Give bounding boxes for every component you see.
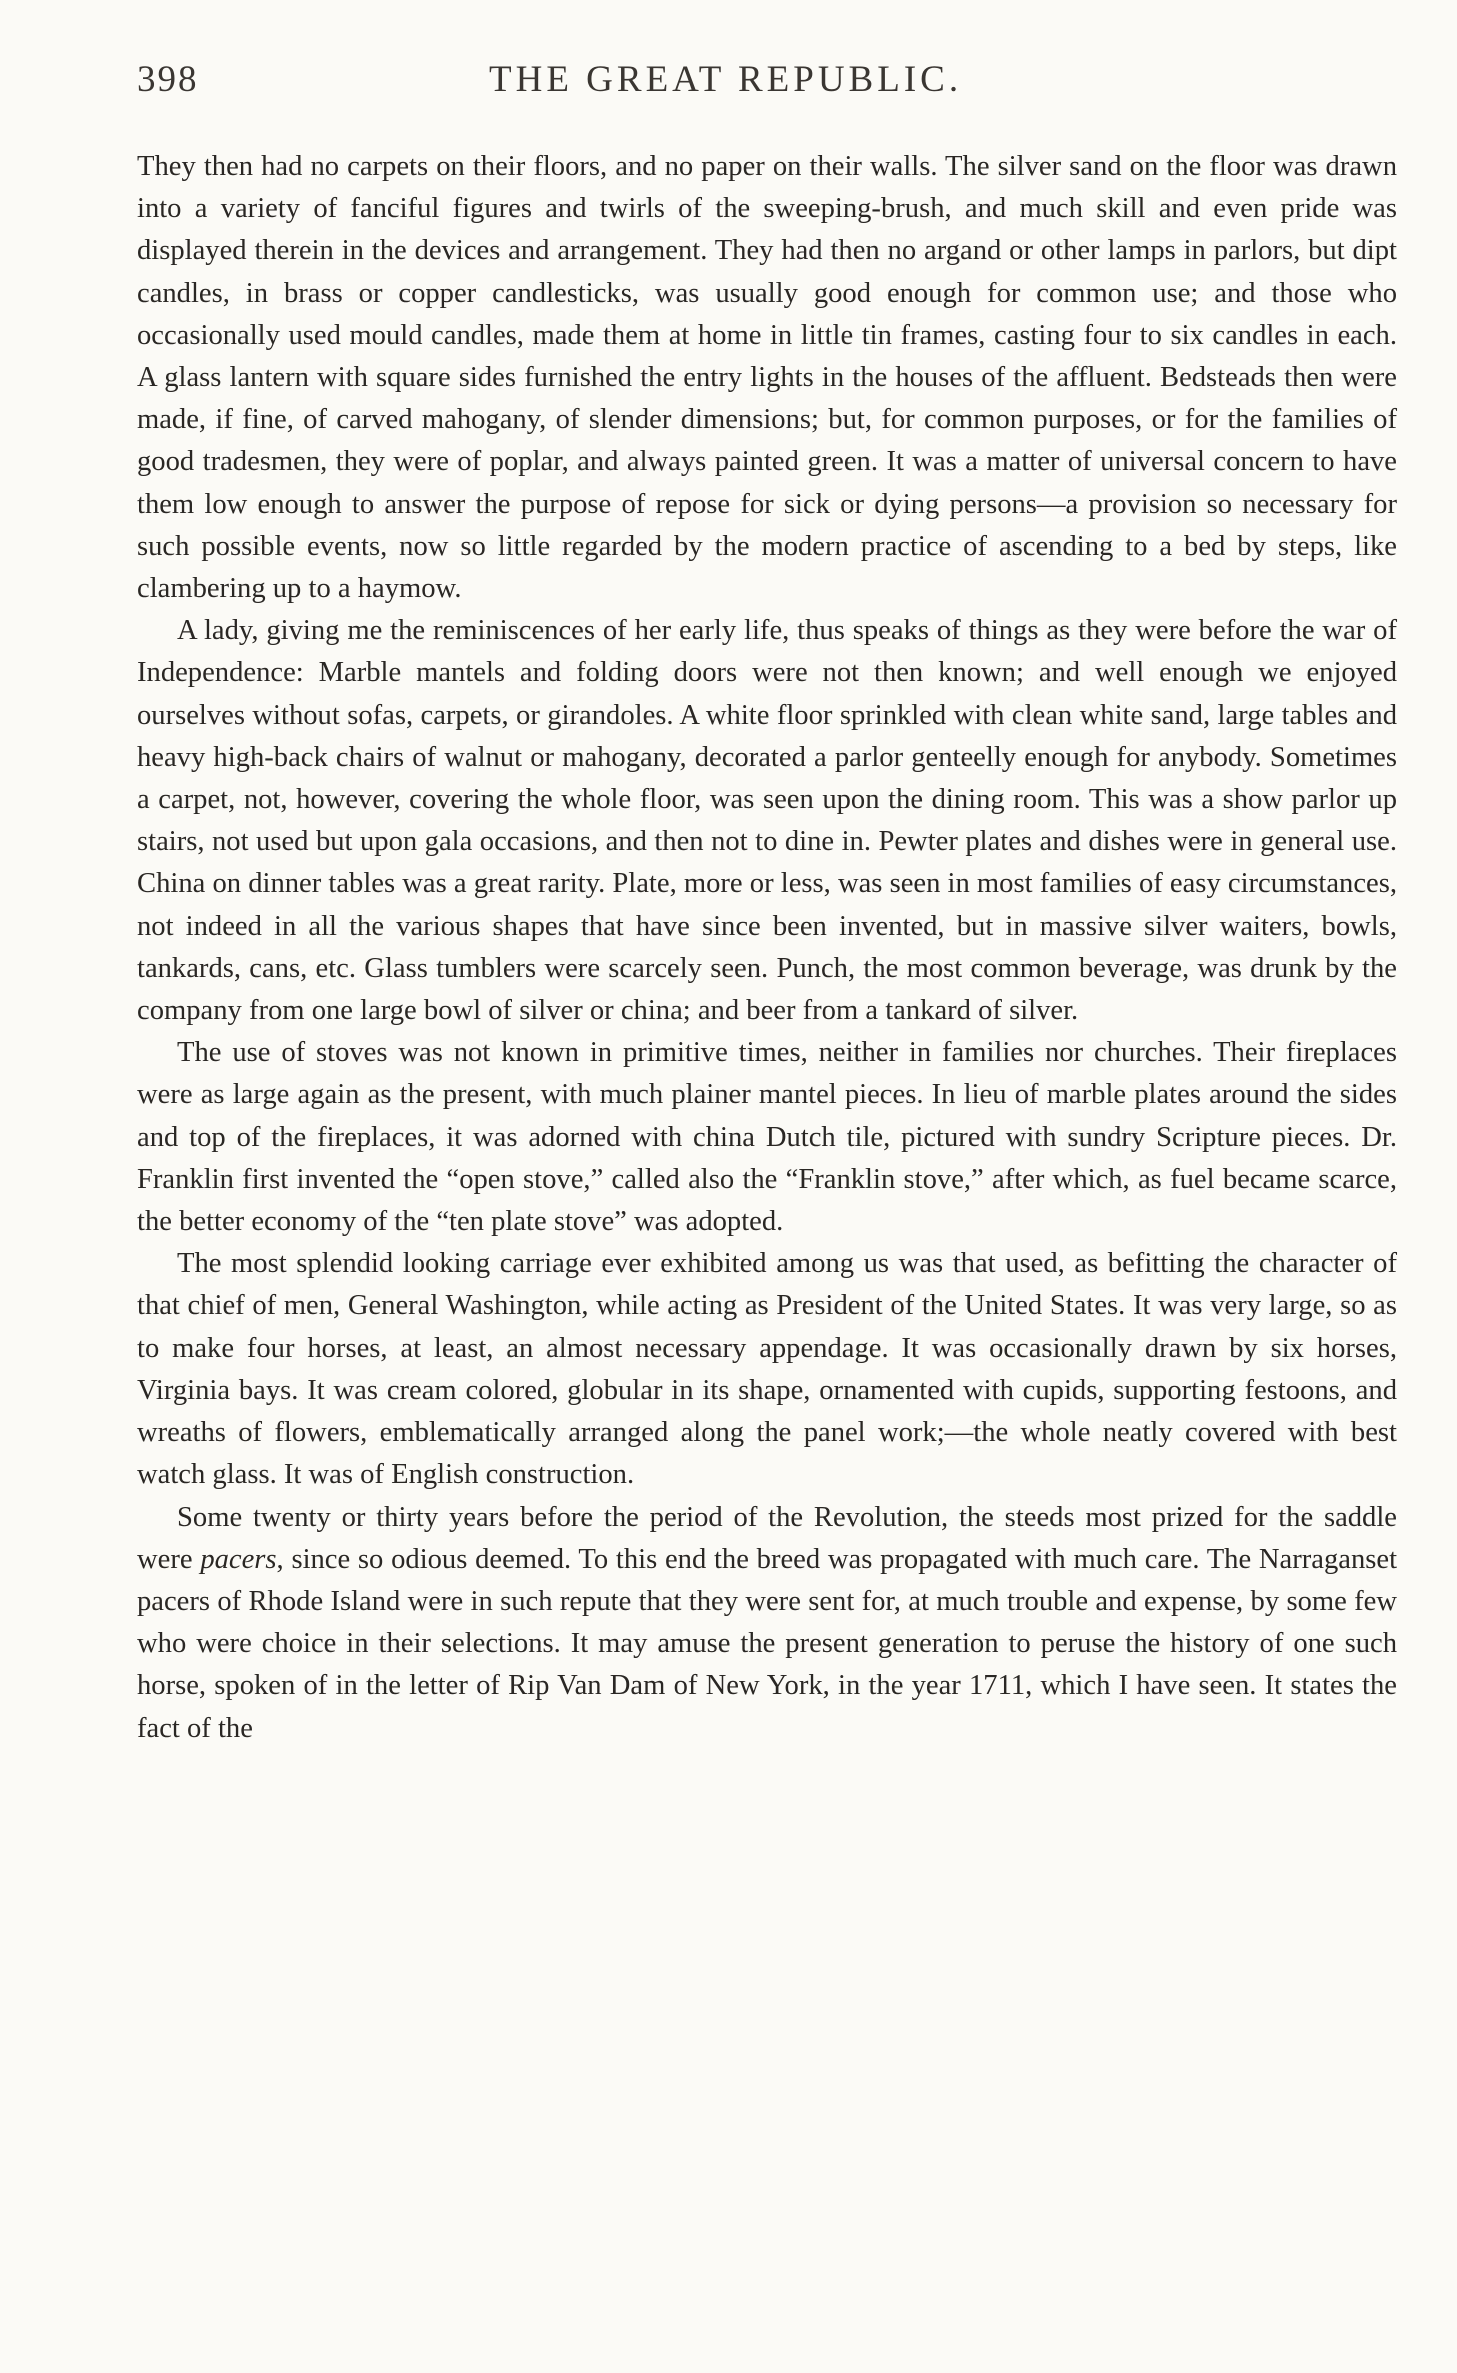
paragraph-washington-carriage: The most splendid looking carriage ever exhibited among us was that used, as befitting the character of that chief of men, General Washington, while acting as President of the United States. It was very large, so as to make four horses, at least, an almost necessary appendage. It was occasionally drawn by six horses, Virginia bays. It was cream colored, globular in its shape, ornamented with cupids, supporting festoons, and wreaths of flowers, emblematically arranged along the panel work;—the whole neatly covered with best watch glass. It was of English construction.	[137, 1248, 1397, 1491]
paragraph-household-furnishings: They then had no carpets on their floors, and no paper on their walls. The silver sand on the floor was drawn into a variety of fanciful figures and twirls of the sweeping-brush, and much skill and even pride was displayed therein in the devices and arrangement. They had then no argand or other lamps in parlors, but dipt candles, in brass or copper candlesticks, was usually good enough for common use; and those who occasionally used mould candles, made them at home in little tin frames, casting four to six candles in each. A glass lantern with square sides furnished the entry lights in the houses of the affluent. Bedsteads then were made, if fine, of carved mahogany, of slender dimensions; but, for common purposes, or for the families of good tradesmen, they were of poplar, and always painted green. It was a matter of universal concern to have them low enough to answer the purpose of repose for sick or dying persons—a provision so necessary for such possible events, now so little regarded by the modern practice of ascending to a bed by steps, like clambering up to a haymow.	[137, 151, 1397, 605]
paragraph-stoves: The use of stoves was not known in primitive times, neither in families nor churches. Their fireplaces were as large again as the present, with much plainer mantel pieces. In lieu of marble plates around the sides and top of the fireplaces, it was adorned with china Dutch tile, pictured with sundry Scripture pieces. Dr. Franklin first invented the “open stove,” called also the “Franklin stove,” after which, as fuel became scarce, the better economy of the “ten plate stove” was adopted.	[137, 1037, 1397, 1238]
pacers-emphasis: pacers	[200, 1543, 277, 1575]
page-number: 398	[137, 59, 199, 100]
running-head	[137, 58, 1397, 108]
paragraph-pacers-text-end: , since so odious deemed. To this end the breed was propagated with much care. The Narraganset pacers of Rhode Island were in such repute that they were sent for, at much trouble and expense, by some few who were choice in their selections. It may amuse the present generation to peruse the history of one such horse, spoken of in the letter of Rip Van Dam of New York, in the year 1711, which I have seen. It states the fact of the	[137, 1543, 1398, 1744]
paragraph-lady-reminiscences: A lady, giving me the reminiscences of her early life, thus speaks of things as they were before the war of Independence: Marble mantels and folding doors were not then known; and well enough we enjoyed ourselves without sofas, carpets, or girandoles. A white floor sprinkled with clean white sand, large tables and heavy high-back chairs of walnut or mahogany, decorated a parlor genteelly enough for anybody. Sometimes a carpet, not, however, covering the whole floor, was seen upon the dining room. This was a show parlor up stairs, not used but upon gala occasions, and then not to dine in. Pewter plates and dishes were in general use. China on dinner tables was a great rarity. Plate, more or less, was seen in most families of easy circumstances, not indeed in all the various shapes that have since been invented, but in massive silver waiters, bowls, tankards, cans, etc. Glass tumblers were scarcely seen. Punch, the most common beverage, was drunk by the company from one large bowl of silver or china; and beer from a tankard of silver.	[137, 615, 1397, 1027]
paragraph-pacers-text-start: Some twenty or thirty years before the period of the Revolution, the steeds most prized for the saddle were	[137, 1501, 1397, 1575]
running-title: THE GREAT REPUBLIC.	[489, 59, 963, 100]
paragraph-pacers	[137, 1497, 1397, 1750]
body-text	[137, 146, 1397, 1750]
